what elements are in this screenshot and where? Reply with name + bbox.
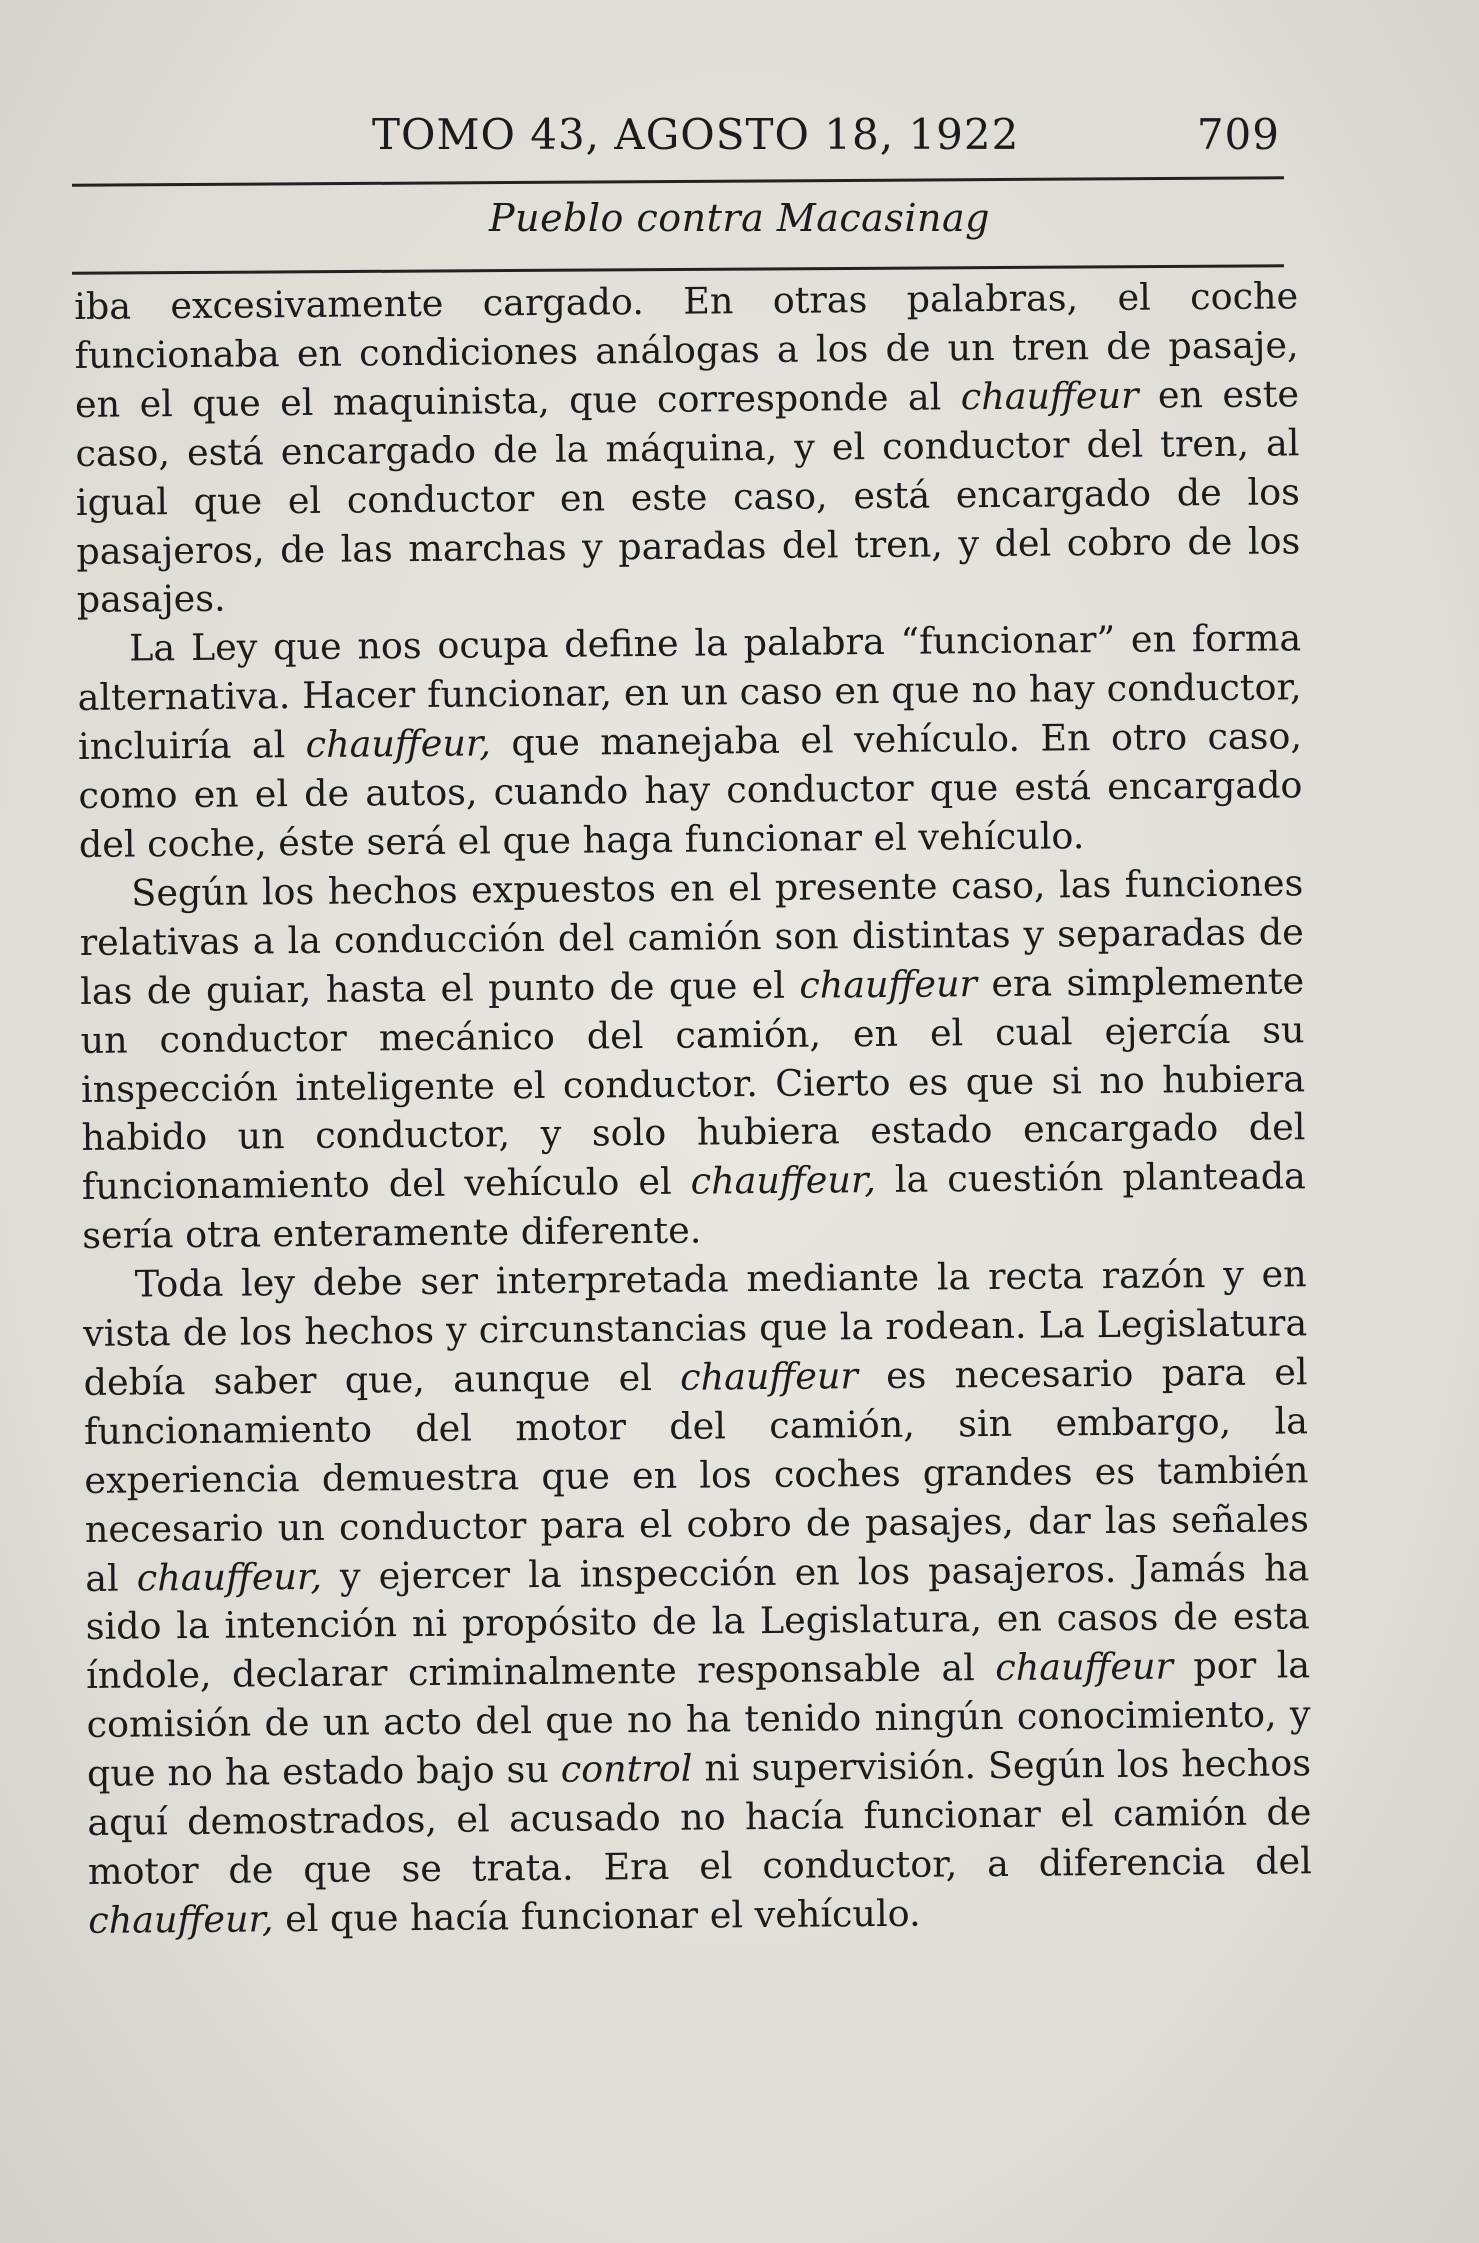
italic-term: chauffeur, (690, 1158, 877, 1203)
italic-term: chauffeur (960, 373, 1139, 419)
paragraph-1 (74, 272, 1301, 625)
text-run: Según los hechos expuestos en el presente caso, las funciones relativas a la conducción del camión son distintas y separadas de las de guiar, hasta el punto de que el (79, 861, 1304, 1013)
italic-term: chauffeur, (305, 721, 492, 767)
text-run: por la comisión de un acto del que no ha tenido ningún conocimiento, y que no ha estado bajo su (86, 1643, 1311, 1796)
italic-term: chauffeur, (88, 1897, 274, 1942)
running-head: TOMO 43, AGOSTO 18, 1922 (372, 110, 1020, 159)
text-run: y ejercer la inspección en los pasajeros. Jamás ha sido la intención ni propósito de la Legislatura, en casos de esta índole, declarar criminalmente responsable al (85, 1545, 1310, 1698)
italic-term: chauffeur, (136, 1554, 323, 1600)
page-number: 709 (1196, 110, 1280, 159)
text-run: era simplemente un conductor mecánico del camión, en el cual ejercía su inspección inteligente el conductor. Cierto es que si no hubiera habido un conductor, y solo hubiera estado encargado del funcionamiento del vehículo el (80, 958, 1306, 1209)
paragraph-4 (83, 1250, 1313, 1945)
italic-term: chauffeur (679, 1354, 859, 1399)
text-run: ni supervisión. Según los hechos aquí demostrados, el acusado no hacía funcionar el camión de motor de que se trata. Era el conductor, a diferencia del (87, 1741, 1313, 1893)
header-rule-top (72, 176, 1284, 186)
body-text (74, 272, 1312, 1945)
paragraph-2 (77, 615, 1303, 870)
text-run: en este caso, está encargado de la máquina, y el conductor del tren, al igual que el conductor en este caso, está encargado de los pasajeros, de las marchas y paradas del tren, y del cobro de los pasajes. (75, 372, 1301, 622)
italic-term: control (560, 1746, 693, 1791)
text-run: el que hacía funcionar el vehículo. (273, 1891, 921, 1941)
text-run: La Ley que nos ocupa define la palabra “funcionar” en forma alternativa. Hacer funcionar, en un caso en que no hay conductor, incluiría al (77, 616, 1302, 769)
paragraph-3 (79, 859, 1306, 1261)
text-run: es necesario para el funcionamiento del motor del camión, sin embargo, la experiencia demuestra que en los coches grandes es también necesario un conductor para el cobro de pasajes, dar las señales al (83, 1350, 1310, 1600)
italic-term: chauffeur (995, 1644, 1174, 1690)
text-run: la cuestión planteada sería otra enteramente diferente. (82, 1154, 1307, 1258)
text-run: que manejaba el vehículo. En otro caso, como en el de autos, cuando hay conductor que está encargado del coche, éste será el que haga funcionar el vehículo. (78, 714, 1303, 866)
italic-term: chauffeur (799, 961, 978, 1007)
case-title: Pueblo contra Macasinag (489, 196, 990, 240)
text-run: iba excesivamente cargado. En otras palabras, el coche funcionaba en condiciones análogas a los de un tren de pasaje, en el que el maquinista, que corresponde al (74, 274, 1299, 426)
text-run: Toda ley debe ser interpretada mediante la recta razón y en vista de los hechos y circunstancias que la rodean. La Legislatura debía saber que, aunque el (82, 1252, 1308, 1404)
page-header (76, 110, 1280, 170)
